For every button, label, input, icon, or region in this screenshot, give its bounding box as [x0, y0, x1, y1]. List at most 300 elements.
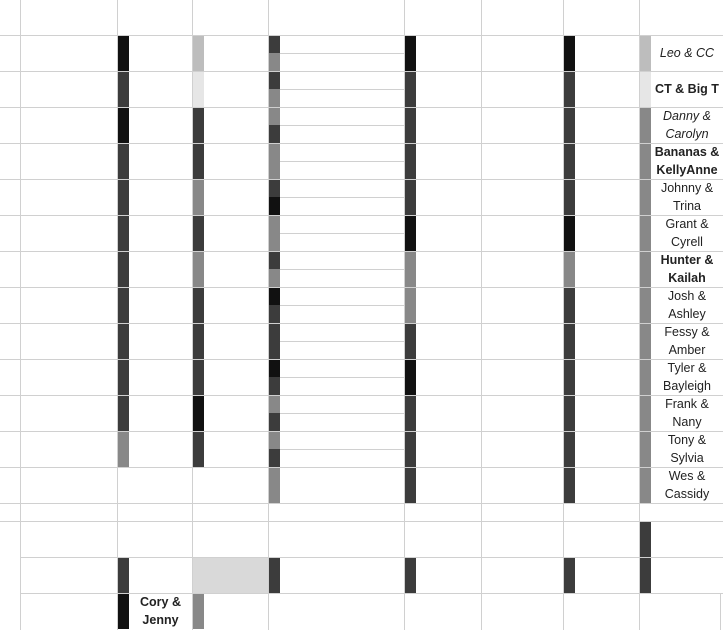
losers-color-bar	[639, 107, 651, 143]
jungle-game-name	[481, 467, 563, 503]
pick-color-bar	[268, 449, 280, 467]
elimination-contestant	[280, 557, 404, 593]
pick-color-bar	[268, 197, 280, 215]
last-place-color-bar	[192, 35, 204, 71]
row-number	[0, 251, 20, 287]
column-divider	[268, 503, 269, 630]
loser-team-text: Tyler & Bayleigh	[663, 361, 711, 393]
winners-pick-team	[280, 305, 404, 323]
jungle-game-name	[481, 359, 563, 395]
row-divider	[280, 197, 404, 198]
jungle-game-winners	[575, 107, 639, 143]
challenge-winners	[129, 35, 192, 71]
loser-team-text: Grant & Cyrell	[665, 217, 709, 249]
column-divider	[481, 0, 482, 503]
voted-in-team	[416, 359, 481, 395]
row-divider	[280, 305, 404, 306]
final-winners-text: Cory & Jenny	[140, 595, 181, 627]
last-place-color-bar	[192, 215, 204, 251]
losers-color-bar	[639, 467, 651, 503]
column-divider	[563, 503, 564, 630]
losers-color-bar	[639, 35, 651, 71]
header-losers	[639, 10, 723, 36]
pick-color-bar	[268, 395, 280, 413]
elimination-name	[481, 557, 563, 593]
winners-color-bar	[117, 251, 129, 287]
winners-color-bar	[117, 593, 129, 629]
last-place-color-bar	[192, 251, 204, 287]
loser-team-text: CT & Big T	[655, 82, 719, 96]
contestant-color-bar	[268, 557, 280, 593]
column-divider	[639, 503, 640, 630]
row-divider	[0, 35, 723, 36]
loser-team-text: Wes & Cassidy	[664, 469, 710, 501]
column-divider	[117, 503, 118, 630]
winners-pick-team	[280, 233, 404, 251]
challenge-name	[20, 107, 117, 143]
row-number	[0, 323, 20, 359]
row-number	[0, 143, 20, 179]
losers-color-bar	[639, 215, 651, 251]
row-number	[0, 395, 20, 431]
pick-color-bar	[268, 377, 280, 395]
losers-color-bar	[639, 359, 651, 395]
last-place-color-bar	[192, 107, 204, 143]
day-label	[20, 593, 117, 629]
row-divider	[280, 269, 404, 270]
last-place-color-bar	[192, 71, 204, 107]
voted-in-team	[416, 107, 481, 143]
jungle-game-winners	[575, 215, 639, 251]
jungle-game-losers	[651, 467, 723, 503]
game-winners-color-bar	[563, 251, 575, 287]
pick-color-bar	[268, 431, 280, 449]
column-divider	[481, 503, 482, 630]
column-divider	[268, 0, 269, 503]
row-divider	[280, 161, 404, 162]
row-divider	[0, 467, 723, 468]
last-place-team	[204, 431, 268, 467]
game-winners-color-bar	[563, 107, 575, 143]
jungle-game-winners	[575, 71, 639, 107]
header-winners-2	[563, 0, 639, 34]
header-jungle-game	[481, 0, 563, 34]
challenge-name	[20, 323, 117, 359]
challenge-name	[20, 35, 117, 71]
winners-color-bar	[117, 71, 129, 107]
row-divider	[0, 107, 723, 108]
jungle-game-winners	[575, 359, 639, 395]
winners-pick-team	[280, 413, 404, 431]
header-challenge	[20, 0, 117, 34]
row-number	[0, 431, 20, 467]
header-voted-in	[404, 16, 481, 36]
challenge-name	[20, 143, 117, 179]
winners-color-bar	[117, 143, 129, 179]
pick-color-bar	[268, 359, 280, 377]
voted-in-team	[416, 251, 481, 287]
pick-color-bar	[268, 179, 280, 197]
row-divider	[20, 521, 723, 522]
jungle-game-name	[481, 215, 563, 251]
challenge-name	[20, 395, 117, 431]
column-divider	[404, 503, 405, 630]
pick-color-bar	[268, 71, 280, 89]
loser-team-text: Josh & Ashley	[667, 289, 707, 321]
saved-team	[192, 557, 268, 593]
row-divider	[280, 413, 404, 414]
pick-color-bar	[268, 269, 280, 287]
eliminated-color-bar	[639, 521, 651, 557]
voted-in-color-bar	[404, 71, 416, 107]
loser-team-text: Frank & Nany	[665, 397, 709, 429]
final-second	[204, 593, 268, 629]
jungle-game-losers	[651, 107, 723, 143]
elimination-contestant	[416, 557, 481, 593]
jungle-game-winners	[575, 251, 639, 287]
winners-color-bar	[117, 323, 129, 359]
voted-in-color-bar	[404, 251, 416, 287]
column-divider	[720, 593, 721, 630]
challenge-winners	[129, 287, 192, 323]
game-winners-color-bar	[563, 143, 575, 179]
winners-color-bar	[117, 179, 129, 215]
elim-header-elimination	[481, 503, 563, 521]
jungle-game-losers	[651, 35, 723, 71]
challenge-winners	[129, 323, 192, 359]
winners-pick-team	[280, 53, 404, 71]
winners-pick-team	[280, 359, 404, 377]
game-winners-color-bar	[563, 467, 575, 503]
row-divider	[280, 125, 404, 126]
voted-in-team	[416, 287, 481, 323]
winners-pick-team	[280, 35, 404, 53]
challenge-winners	[129, 215, 192, 251]
winners-pick-team	[280, 161, 404, 179]
last-place-team	[204, 467, 268, 503]
pick-color-bar	[268, 107, 280, 125]
eliminated-color-bar	[639, 557, 651, 593]
voted-in-color-bar	[404, 287, 416, 323]
game-winners-color-bar	[563, 323, 575, 359]
challenge-winners	[129, 467, 192, 503]
jungle-game-name	[481, 71, 563, 107]
loser-team-text: Danny & Carolyn	[663, 109, 711, 141]
voted-in-color-bar	[404, 467, 416, 503]
pick-color-bar	[268, 215, 280, 233]
winners-pick-team	[280, 467, 404, 503]
voted-in-color-bar	[404, 143, 416, 179]
winners-pick-team	[280, 125, 404, 143]
loser-team-text: Fessy & Amber	[664, 325, 710, 357]
jungle-game-losers	[651, 143, 723, 179]
jungle-game-winners	[575, 431, 639, 467]
row-divider	[0, 287, 723, 288]
winners-pick-team	[280, 89, 404, 107]
jungle-game-losers	[651, 251, 723, 287]
jungle-game-name	[481, 35, 563, 71]
row-divider	[280, 449, 404, 450]
last-place-team	[204, 215, 268, 251]
jungle-game-name	[481, 395, 563, 431]
final-section-number	[0, 521, 20, 630]
winners-pick-team	[280, 251, 404, 269]
elim-header-eliminated	[639, 503, 723, 521]
game-winners-color-bar	[563, 215, 575, 251]
row-divider	[0, 431, 723, 432]
pick-color-bar	[268, 305, 280, 323]
jungle-game-losers	[651, 359, 723, 395]
voted-in-color-bar	[404, 107, 416, 143]
voted-in-color-bar	[404, 35, 416, 71]
challenge-winners	[129, 71, 192, 107]
game-winners-color-bar	[563, 395, 575, 431]
loser-team-text: Bananas & KellyAnne	[654, 145, 720, 177]
pick-color-bar	[268, 251, 280, 269]
pick-color-bar	[268, 161, 280, 179]
row-number	[0, 467, 20, 503]
voted-in-team	[416, 467, 481, 503]
row-number	[0, 107, 20, 143]
column-divider	[20, 503, 21, 630]
last-place-team	[204, 71, 268, 107]
final-winners	[129, 593, 192, 629]
winners-color-bar	[117, 359, 129, 395]
jungle-game-name	[481, 431, 563, 467]
pick-color-bar	[268, 341, 280, 359]
voted-in-color-bar	[404, 431, 416, 467]
elim-header-contestants	[268, 503, 481, 521]
loser-team-text: Hunter & Kailah	[660, 253, 714, 285]
row-number	[0, 179, 20, 215]
challenge-name	[20, 287, 117, 323]
winners-pick-team	[280, 179, 404, 197]
row-divider	[280, 53, 404, 54]
losers-color-bar	[639, 251, 651, 287]
challenge-name	[20, 71, 117, 107]
column-divider	[192, 503, 193, 630]
winners-pick-team	[280, 287, 404, 305]
eliminated-team	[651, 521, 723, 557]
voted-in-team	[416, 71, 481, 107]
losers-color-bar	[639, 287, 651, 323]
contestant-color-bar	[404, 557, 416, 593]
voted-in-team	[416, 395, 481, 431]
purged-note	[117, 521, 639, 557]
elim-header-winners-2	[563, 503, 639, 521]
pick-color-bar	[268, 125, 280, 143]
voted-in-team	[416, 179, 481, 215]
pick-color-bar	[268, 413, 280, 431]
row-number	[0, 35, 20, 71]
row-number	[0, 359, 20, 395]
challenge-name	[20, 359, 117, 395]
jungle-game-winners	[575, 287, 639, 323]
pick-color-bar	[268, 89, 280, 107]
game-winners-color-bar	[563, 35, 575, 71]
pick-color-bar	[268, 53, 280, 71]
challenge-winners	[129, 107, 192, 143]
challenge-winners	[129, 359, 192, 395]
loser-team-text: Johnny & Trina	[660, 181, 714, 213]
jungle-game-winners	[575, 395, 639, 431]
winners-pick-team	[280, 431, 404, 449]
jungle-game-losers	[651, 287, 723, 323]
challenge-name	[20, 179, 117, 215]
pick-color-bar	[268, 35, 280, 53]
last-place-color-bar	[192, 359, 204, 395]
jungle-game-winners	[575, 35, 639, 71]
row-divider	[0, 251, 723, 252]
jungle-game-winners	[575, 179, 639, 215]
header-jungle-contestants	[268, 0, 481, 16]
challenge-name	[20, 467, 117, 503]
voted-in-team	[416, 431, 481, 467]
winners-pick-team	[280, 269, 404, 287]
winners-color-bar	[117, 287, 129, 323]
column-divider	[563, 0, 564, 503]
jungle-game-name	[481, 287, 563, 323]
last-place-color-bar	[192, 143, 204, 179]
winners-pick-team	[280, 395, 404, 413]
winners-pick-team	[280, 107, 404, 125]
row-divider	[0, 71, 723, 72]
pick-color-bar	[268, 233, 280, 251]
row-divider	[0, 359, 723, 360]
last-place-team	[204, 179, 268, 215]
voted-in-color-bar	[404, 395, 416, 431]
losers-color-bar	[639, 395, 651, 431]
last-place-color-bar	[192, 323, 204, 359]
jungle-game-losers	[651, 323, 723, 359]
pick-color-bar	[268, 467, 280, 503]
winners-pick-team	[280, 341, 404, 359]
voted-in-color-bar	[404, 359, 416, 395]
losers-color-bar	[639, 323, 651, 359]
elim-header-challenge	[20, 503, 117, 521]
row-number	[0, 287, 20, 323]
loser-team-text: Tony & Sylvia	[667, 433, 707, 465]
challenge-winners	[129, 431, 192, 467]
row-divider	[0, 323, 723, 324]
winners-pick-team	[280, 323, 404, 341]
last-place-team	[204, 251, 268, 287]
game-winners-color-bar	[563, 431, 575, 467]
column-divider	[20, 0, 21, 503]
last-place-team	[204, 323, 268, 359]
jungle-game-winners	[575, 143, 639, 179]
elimination-winners	[575, 557, 639, 593]
row-divider	[20, 593, 723, 594]
winners-pick-team	[280, 377, 404, 395]
row-divider	[0, 215, 723, 216]
column-divider	[117, 0, 118, 503]
losers-color-bar	[639, 179, 651, 215]
jungle-game-losers	[651, 431, 723, 467]
eliminated-team	[651, 557, 723, 593]
voted-in-team	[416, 323, 481, 359]
jungle-game-losers	[651, 71, 723, 107]
winners-color-bar	[117, 215, 129, 251]
jungle-game-name	[481, 251, 563, 287]
voted-in-color-bar	[404, 179, 416, 215]
voted-in-color-bar	[404, 323, 416, 359]
winners-color-bar	[117, 107, 129, 143]
voted-in-color-bar	[404, 215, 416, 251]
voted-in-team	[416, 35, 481, 71]
last-place-team	[204, 395, 268, 431]
challenge-name	[20, 251, 117, 287]
jungle-game-winners	[575, 323, 639, 359]
jungle-game-winners	[575, 467, 639, 503]
header-last-place	[192, 16, 268, 36]
challenge-name	[20, 431, 117, 467]
winners-pick-team	[280, 197, 404, 215]
last-place-team	[204, 143, 268, 179]
day-label	[20, 557, 117, 593]
losers-color-bar	[639, 143, 651, 179]
last-place-team	[204, 359, 268, 395]
game-winners-color-bar	[563, 359, 575, 395]
last-place-team	[204, 107, 268, 143]
game-winners-color-bar	[563, 71, 575, 107]
loser-team-text: Leo & CC	[659, 46, 715, 60]
row-divider	[0, 395, 723, 396]
last-place-team	[204, 35, 268, 71]
last-place-color-bar	[192, 179, 204, 215]
winners-pick-team	[280, 215, 404, 233]
winners-color-bar	[117, 395, 129, 431]
elim-winners-color-bar	[563, 557, 575, 593]
jungle-game-losers	[651, 179, 723, 215]
last-place-team	[204, 287, 268, 323]
game-winners-color-bar	[563, 179, 575, 215]
last-place-color-bar	[192, 431, 204, 467]
winners-pick-team	[280, 71, 404, 89]
jungle-game-losers	[651, 395, 723, 431]
header-num	[0, 0, 20, 34]
winners-pick-team	[280, 449, 404, 467]
header-winners	[117, 0, 192, 34]
challenge-winners	[129, 143, 192, 179]
challenge-winners	[129, 395, 192, 431]
last-place-color-bar	[192, 287, 204, 323]
row-divider	[0, 179, 723, 180]
jungle-game-name	[481, 107, 563, 143]
jungle-game-name	[481, 143, 563, 179]
losers-color-bar	[639, 71, 651, 107]
row-divider	[280, 377, 404, 378]
saved-color-bar	[192, 593, 204, 629]
winners-color-bar	[117, 35, 129, 71]
challenge-name	[20, 215, 117, 251]
pick-color-bar	[268, 323, 280, 341]
column-divider	[192, 0, 193, 503]
row-divider	[280, 89, 404, 90]
jungle-game-losers	[651, 215, 723, 251]
voted-in-team	[416, 215, 481, 251]
row-divider	[280, 233, 404, 234]
jungle-game-name	[481, 179, 563, 215]
challenge-winners	[129, 179, 192, 215]
losers-color-bar	[639, 431, 651, 467]
day-label	[20, 521, 117, 557]
pick-color-bar	[268, 287, 280, 305]
winners-color-bar	[117, 431, 129, 467]
row-divider	[0, 143, 723, 144]
day-winners	[129, 557, 192, 593]
header-winners-pick	[268, 16, 404, 36]
